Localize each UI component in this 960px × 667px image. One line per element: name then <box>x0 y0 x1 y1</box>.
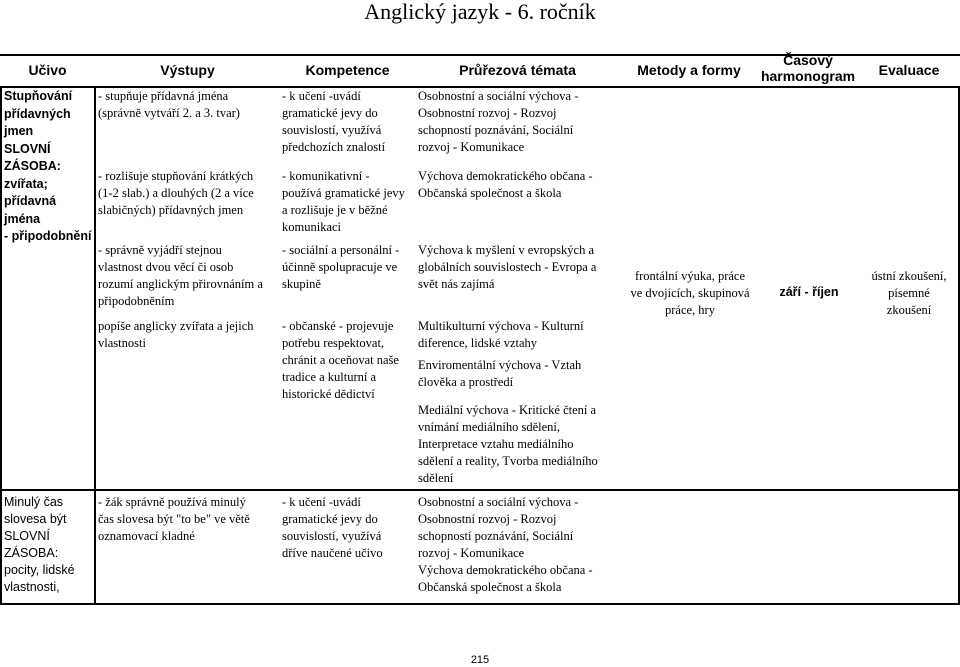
header-metody: Metody a formy <box>637 62 741 78</box>
header-evaluace: Evaluace <box>878 62 940 78</box>
row1-kompetence-4: - občanské - projevuje potřebu respektovat, chránit a oceňovat naše tradice a kulturní a historické dědictví <box>282 319 399 401</box>
header-vystupy: Výstupy <box>160 62 215 78</box>
table-bottom-border <box>0 603 960 605</box>
row2-kompetence: - k učení -uvádí gramatické jevy do souvislostí, využívá dříve naučené učivo <box>282 495 383 560</box>
row1-ucivo: Stupňování přídavných jmen SLOVNÍ ZÁSOBA: zvířata; přídavná jména - připodobnění <box>4 89 92 243</box>
header-kompetence: Kompetence <box>305 62 390 78</box>
row1-prurezova-2: Výchova demokratického občana - Občanská společnost a škola <box>418 169 593 200</box>
row2-prurezova: Osobnostní a sociální výchova - Osobnostní rozvoj - Rozvoj schopností poznávání, Sociální rozvoj - Komunikace Výchova demokratického občana - Občanská společnost a škola <box>418 495 593 594</box>
header-prurezova-temata: Průřezová témata <box>459 62 576 78</box>
row1-vystupy-1: - stupňuje přídavná jména (správně vytváří 2. a 3. tvar) <box>98 89 240 120</box>
row1-prurezova-3: Výchova k myšlení v evropských a globálních souvislostech - Evropa a svět nás zajímá <box>418 243 597 291</box>
row-divider <box>0 489 960 491</box>
header-casovy-harmonogram: Časový harmonogram <box>760 52 856 84</box>
header-ucivo: Učivo <box>28 62 67 78</box>
row1-kompetence-3: - sociální a personální - účinně spolupracuje ve skupině <box>282 243 400 291</box>
row1-kompetence-2: - komunikativní - používá gramatické jevy a rozlišuje je v běžné komunikaci <box>282 169 405 234</box>
row1-prurezova-5: Enviromentální výchova - Vztah člověka a prostředí <box>418 358 582 389</box>
page-title: Anglický jazyk - 6. ročník <box>364 0 596 24</box>
column-divider <box>0 88 2 605</box>
row1-prurezova-4: Multikulturní výchova - Kulturní diference, lidské vztahy <box>418 319 584 350</box>
page-number: 215 <box>470 654 490 666</box>
column-divider <box>94 88 96 605</box>
row1-prurezova-6: Mediální výchova - Kritické čtení a vnímání mediálního sdělení, Interpretace vztahu mediálního sdělení a reality, Tvorba mediálního sdělení <box>418 403 598 485</box>
row1-vystupy-3: - správně vyjádří stejnou vlastnost dvou věcí či osob rozumí anglickým přirovnáním a připodobněním <box>98 243 263 308</box>
row1-vystupy-2: - rozlišuje stupňování krátkých (1-2 slab.) a dlouhých (2 a více slabičných) přídavných jmen <box>98 169 254 217</box>
row1-prurezova-1: Osobnostní a sociální výchova - Osobnostní rozvoj - Rozvoj schopností poznávání, Sociální rozvoj - Komunikace <box>418 89 579 154</box>
row1-kompetence-1: - k učení -uvádí gramatické jevy do souvislostí, využívá předchozích znalostí <box>282 89 386 154</box>
row1-casovy-harmonogram: září - říjen <box>779 285 839 299</box>
row2-vystupy: - žák správně používá minulý čas slovesa být "to be" ve větě oznamovací kladné <box>98 495 250 543</box>
row2-ucivo: Minulý čas slovesa být SLOVNÍ ZÁSOBA: pocity, lidské vlastnosti, <box>4 495 75 594</box>
row1-vystupy-4: popíše anglicky zvířata a jejich vlastnosti <box>98 319 254 350</box>
row1-metody: frontální výuka, práce ve dvojicích, skupinová práce, hry <box>630 269 750 317</box>
row1-evaluace: ústní zkoušení, písemné zkoušení <box>871 269 947 317</box>
